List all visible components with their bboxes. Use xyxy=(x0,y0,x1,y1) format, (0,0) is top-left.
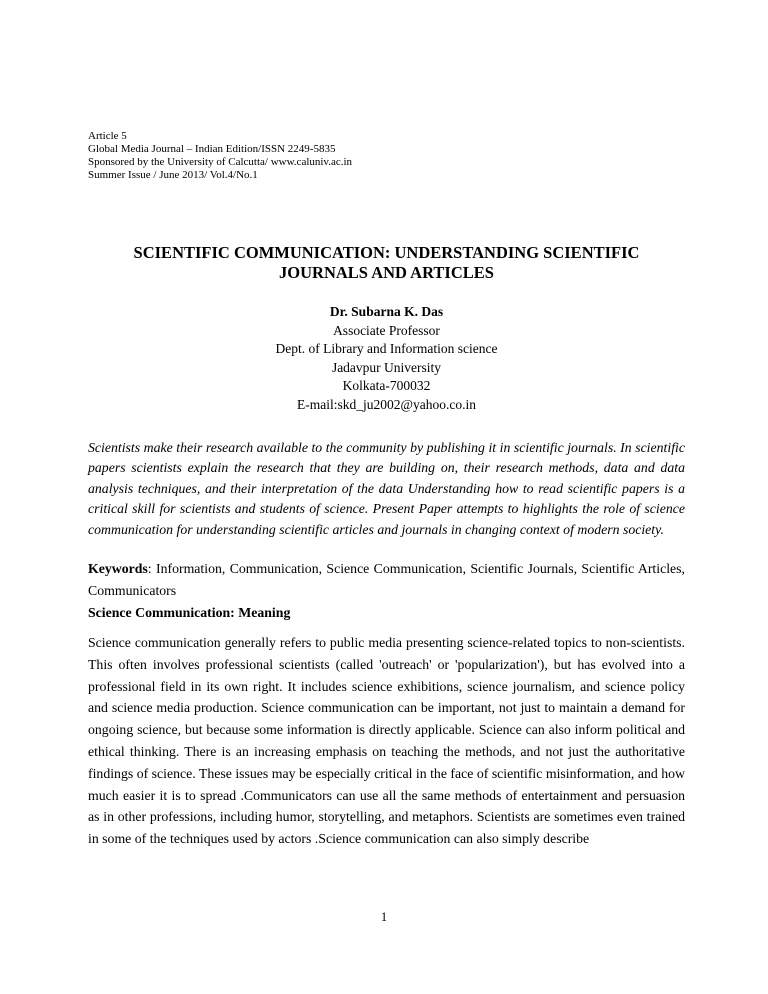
abstract-paragraph: Scientists make their research available to the community by publishing it in scientific journals. In scientific papers scientists explain the research that they are building on, their research methods, data and data analysis techniques, and their interpretation of the data Understanding how to read scientific papers is a critical skill for scientists and students of science. Present Paper attempts to highlights the role of science communication for understanding scientific articles and journals in changing context of modern society. xyxy=(88,440,685,537)
keywords-paragraph xyxy=(88,558,685,602)
page-number: 1 xyxy=(380,910,388,924)
author-designation: Associate Professor xyxy=(333,322,440,338)
body-paragraph: Science communication generally refers to public media presenting science-related topics to non-scientists. This often involves professional scientists (called 'outreach' or 'popularization'), but has evolved into a professional field in its own right. It includes science exhibitions, science journalism, and science policy and science media production. Science communication can be important, not just to maintain a demand for ongoing science, but because some information is directly applicable. Science can also inform political and ethical thinking. There is an increasing emphasis on teaching the methods, and not just the authoritative findings of science. These issues may be especially critical in the face of scientific misinformation, and how much easier it is to spread .Communicators can use all the same methods of entertainment and persuasion as in other professions, including humor, storytelling, and metaphors. Scientists are sometimes even trained in some of the techniques used by actors .Science communication can also simply describe xyxy=(88,635,685,847)
author-email: E-mail:skd_ju2002@yahoo.co.in xyxy=(297,396,476,412)
author-department: Dept. of Library and Information science xyxy=(275,341,498,356)
header-line-journal: Global Media Journal – Indian Edition/ISSN 2249-5835 xyxy=(88,143,336,155)
author-name: Dr. Subarna K. Das xyxy=(329,304,444,319)
keywords-label: Keywords xyxy=(88,561,148,577)
header-line-issue: Summer Issue / June 2013/ Vol.4/No.1 xyxy=(88,169,258,181)
author-university: Jadavpur University xyxy=(331,359,442,375)
author-city: Kolkata-700032 xyxy=(342,378,431,393)
keywords-list: : Information, Communication, Science Communication, Scientific Journals, Scientific Articles, Communicators xyxy=(88,561,685,599)
section-heading: Science Communication: Meaning xyxy=(88,605,291,621)
journal-header xyxy=(88,130,685,182)
article-title: SCIENTIFIC COMMUNICATION: UNDERSTANDING SCIENTIFIC JOURNALS AND ARTICLES xyxy=(133,243,640,282)
header-line-sponsor: Sponsored by the University of Calcutta/ www.caluniv.ac.in xyxy=(88,156,353,168)
header-line-article: Article 5 xyxy=(88,130,127,142)
author-block xyxy=(88,303,685,414)
